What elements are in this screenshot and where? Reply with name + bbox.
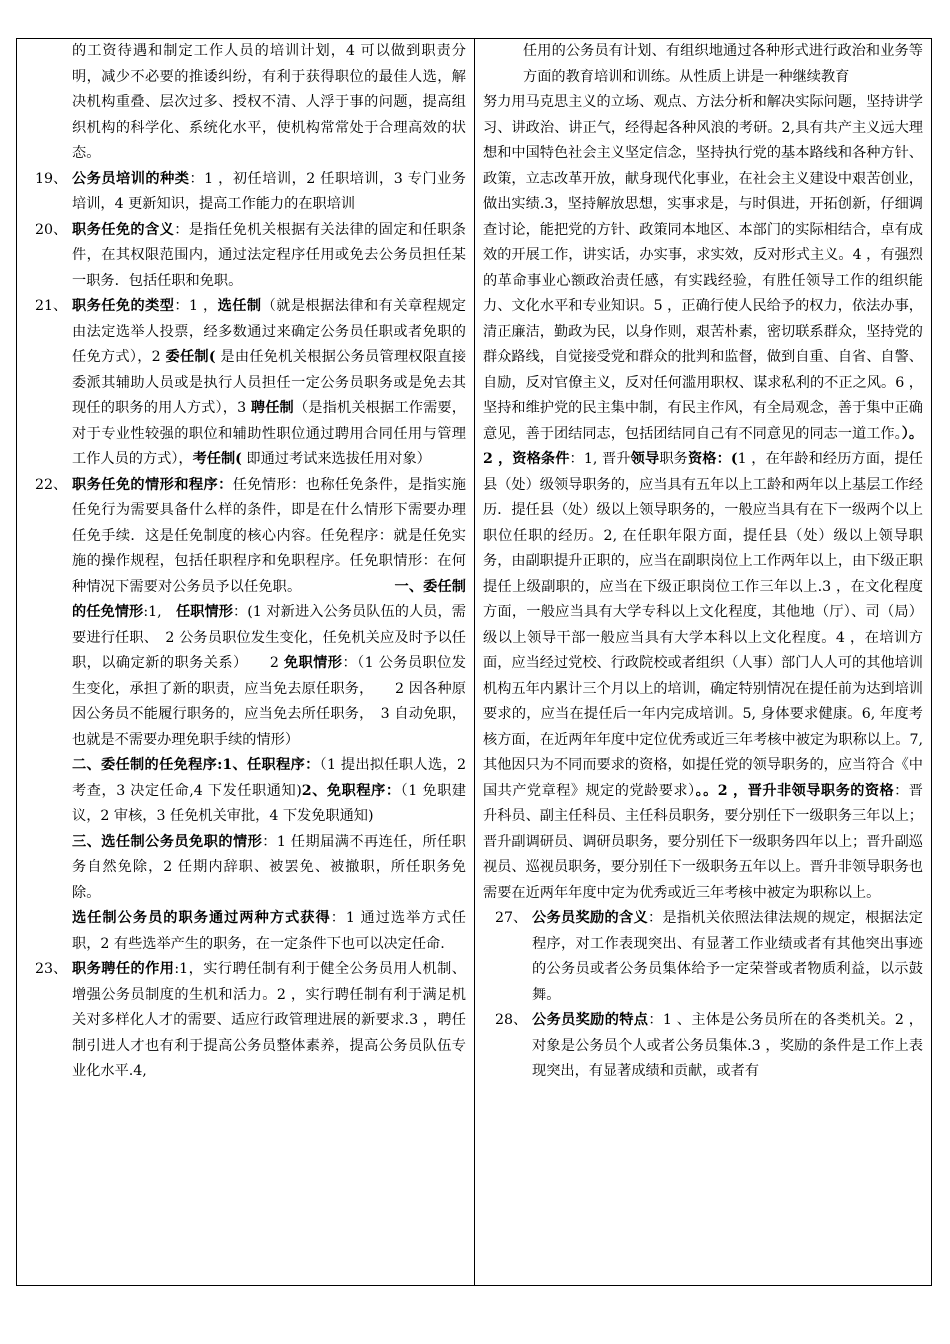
item-20 (23, 218, 466, 295)
item-text: （是指机关根据工作需要，对于专业性较强的职位和辅助性职位通过聘用合同任用与管理工作人员的方式）， (72, 400, 466, 467)
section-4-paragraph (23, 906, 466, 957)
right-column (475, 39, 931, 1285)
item-heading: 职务任免的情形和程序： (72, 476, 233, 493)
item-heading: 公务员奖励的含义 (532, 910, 648, 926)
term-exam: 考任制( (192, 451, 242, 467)
subheading: 三、选任制公务员免职的情形 (72, 833, 263, 850)
paragraph-text: 1 ，在年龄和经历方面，提任县（处）级领导职务的，应当具有五年以上工龄和两年以上基层工作经历．提任县（处）级以上领导职务的，一般应当具有在下一级两个以上职位任职的经历。2, 在任职年限方面，提任县（处）级以上领导职务，由副职提升正职的，应当在副职岗位上工作两年以上，由下级正职提任上级副职的，应当在下级正职岗位工作三年以上.3 ，在文化程度方面，一般应当具有大学专科以上文化程度，其他地（厅）、司（局）级以上领导干部一般应当具有大学本科以上文化程度。4 ，在培训方面，应当经过党校、行政院校或者组织（人事）部门人人可的其他培训机构五年内累计三个月以上的培训，确定特别情况在提任前为达到培训要求的，应当在提任后一年内完成培训。5, 身体要求健康。6, 年度考核方面，在近两年年度中定位优秀或近三年考核中被定为职称以上。7, 其他因只为不同而要求的资格，如提任党的领导职务的，应当符合《中国共产党章程》规定的党龄要求） (483, 451, 923, 799)
item-text: ：(1 对新进入公务员队伍的人员，需要进行任职、 2 公务员职位发生变化，任免机关应及时予以任职，以确定新的职务关系） 2 (72, 604, 466, 671)
paragraph-text: 努力用马克思主义的立场、观点、方法分析和解决实际问题，坚持讲学习、讲政治、讲正气，经得起各种风浪的考研。2,具有共产主义远大理想和中国特色社会主义坚定信念，坚持执行党的基本路线和各种方针、政策，立志改革开放，献身现代化事业，在社会主义建设中艰苦创业，做出实绩.3，坚持解放思想，实事求是，与时俱进，开拓创新，仔细调查讨论，能把党的方针、政策同本地区、本部门的实际相结合，卓有成效的开展工作，讲实话，办实事，求实效，反对形式主义。4 ，有强烈的革命事业心额政治责任感，有实践经验，有胜任领导工作的组织能力、文化水平和专业知识。5 ，正确行使人民给予的权力，依法办事，清正廉洁，勤政为民，以身作则，艰苦朴素，密切联系群众，坚持党的群众路线，自觉接受党和群众的批判和监督，做到自重、自省、自警、自励，反对官僚主义，反对任何滥用职权、谋求私利的不正之风。6 ，坚持和维护党的民主集中制，有民主作风，有全局观念，善于集中正确意见，善于团结同志，包括团结同自己有不同意见的同志一道工作。 (483, 94, 923, 442)
paragraph-text: （1 提出拟任职人选，2 考查，3 决定任命,4 下发任职通知) (72, 757, 466, 799)
item-text: ：是指机关依照法律法规的规定，根据法定程序，对工作表现突出、有显著工作业绩或者有其他突出事迹的公务员或者公务员集体给予一定荣誉或者物质利益，以示鼓舞。 (532, 910, 923, 1003)
paragraph-text: ：晋升科员、副主任科员、主任科员职务，要分别任下一级职务三年以上；晋升副调研员、调研员职务，要分别任下一级职务四年以上；晋升副巡视员、巡视员职务，要分别任下一级职务五年以上。晋升非领导职务也需要在近两年年度中定为优秀或近三年考核中被定为职称以上。 (483, 782, 923, 901)
section-3-paragraph (23, 830, 466, 907)
item-22 (23, 473, 466, 754)
paragraph-text: 职务 (659, 451, 688, 467)
term-hired: 聘任制 (250, 400, 294, 416)
item-text: :1, (143, 604, 176, 620)
item-28 (483, 1008, 923, 1085)
item-heading: 职务聘任的作用 (72, 961, 175, 977)
subheading: 选任制公务员的职务通过两种方式获得 (72, 910, 331, 926)
item-number: 23、 (35, 961, 68, 977)
paragraph-text: （1 免职建议，2 审核，3 任免机关审批，4 下发免职通知) (72, 782, 467, 824)
subheading: 。。2 ，晋升非领导职务的资格 (695, 782, 895, 799)
paragraph-text: ：1, 晋升 (569, 451, 631, 467)
subheading: 二、委任制的任免程序:1、任职程序： (72, 757, 320, 773)
item-number: 19、 (35, 170, 68, 187)
item-23 (23, 957, 466, 1085)
item-number: 22、 (35, 476, 68, 493)
qualification-paragraph (483, 90, 923, 906)
subheading: 免职情形 (283, 655, 343, 671)
term-leadership: 领导 (630, 451, 660, 467)
item-19 (23, 167, 466, 218)
left-column (17, 39, 475, 1285)
item-number: 27、 (495, 910, 528, 926)
item-text: ：1 、主体是公务员所在的各类机关。2 ，对象是公务员个人或者公务员集体.3 ，奖励的条件是工作上表现突出，有显著成绩和贡献，或者有 (532, 1012, 923, 1079)
item-text: :1，实行聘任制有利于健全公务员用人机制、增强公务员制度的生机和活力。2 ，实行聘任制有利于满足机关对多样化人才的需要、适应行政管理进展的新要求.3 ，聘任制引进人才也有利于提高公务员整体素养，提高公务员队伍专业化水平.4, (72, 961, 466, 1079)
left-intro-paragraph: 的工资待遇和制定工作人员的培训计划，4 可以做到职责分明，减少不必要的推诿纠纷，有利于获得职位的最佳人选，解决机构重叠、层次过多、授权不清、人浮于事的问题，提高组织机构的科学化、系统化水平，使机构常常处于合理高效的状态。 (72, 43, 466, 161)
item-text: 是由任免机关根据公务员管理权限直接委派其辅助人员或是执行人员担任一定公务员职务或是免去其现任的职务的用人方式），3 (72, 349, 467, 416)
item-text: 任免情形：也称任免条件，是指实施任免行为需要具备什么样的条件，即是在什么情形下需要办理任免手续．这是任免制度的核心内容。任免程序：就是任免实施的操作规程，包括任职程序和免职程序。任免职情形：在何种情况下需要对公务员予以任免职。 (72, 476, 466, 595)
item-27 (483, 906, 923, 1008)
item-heading: 职务任免的类型 (72, 298, 175, 314)
term-elected: 选任制 (217, 298, 262, 314)
subheading: 资格：( (687, 451, 738, 467)
subheading: ）。2 ，资格条件 (483, 425, 924, 467)
paragraph-text: ：1 任期届满不再连任，所任职务自然免除，2 任期内辞职、被罢免、被撤职，所任职务免除。 (72, 833, 466, 901)
page-frame (16, 38, 932, 1286)
item-number: 20、 (35, 221, 68, 238)
item-heading: 公务员奖励的特点 (532, 1012, 649, 1028)
item-number: 28、 (495, 1012, 528, 1028)
subheading: 一、委任制的任免情形 (72, 578, 466, 620)
paragraph-text: ：1 通过选举方式任职，2 有些选举产生的职务，在一定条件下也可以决定任命. (72, 910, 466, 952)
item-number: 21、 (35, 298, 68, 314)
item-text: ：1 ，初任培训，2 任职培训，3 专门业务培训，4 更新知识，提高工作能力的在职培训 (72, 170, 466, 212)
item-heading: 职务任免的含义 (72, 221, 175, 238)
item-heading: 公务员培训的种类 (72, 170, 190, 187)
item-text: 即通过考试来选拔任用对象） (241, 451, 431, 467)
item-text: ：（1 公务员职位发生变化，承担了新的职责，应当免去原任职务， 2 因各种原因公务员不能履行职务的，应当免去所任职务， 3 自动免职，也就是不需要办理免职手续的情形） (72, 655, 466, 748)
item-text: （就是根据法律和有关章程规定由法定选举人投票，经多数通过来确定公务员任职或者免职的任免方式），2 (72, 298, 466, 365)
section-2-paragraph (23, 753, 466, 830)
right-intro-paragraph: 任用的公务员有计划、有组织地通过各种形式进行政治和业务等方面的教育培训和训练。从性质上讲是一种继续教育 (523, 43, 923, 85)
item-text: ：是指任免机关根据有关法律的固定和任职条件，在其权限范围内，通过法定程序任用或免去公务员担任某一职务．包括任职和免职。 (72, 221, 466, 289)
item-text: ：1 ， (174, 298, 218, 314)
subheading: 任职情形 (175, 604, 234, 620)
item-21 (23, 294, 466, 473)
subheading: 2、免职程序： (301, 782, 401, 799)
term-appointed: 委任制( (165, 349, 216, 365)
